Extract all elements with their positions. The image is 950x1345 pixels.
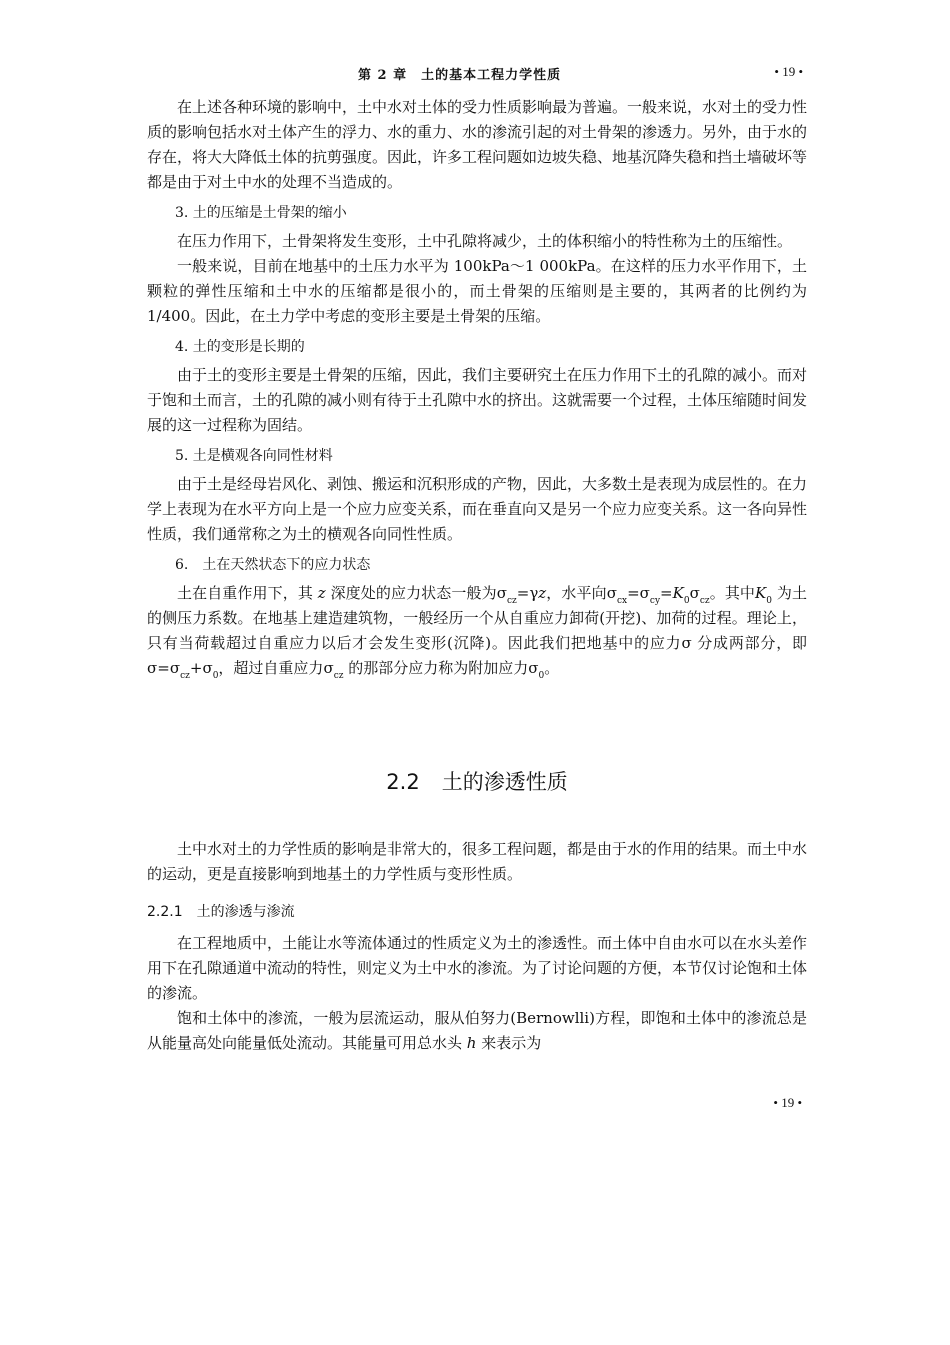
paragraph-bernoulli: 饱和土体中的渗流，一般为层流运动，服从伯努力(Bernowlli)方程，即饱和土体中的渗流总是从能量高处向能量低处流动。其能量可用总水头 h 来表示为 xyxy=(147,1009,807,1052)
paragraph: 土中水对土的力学性质的影响是非常大的，很多工程问题，都是由于水的作用的结果。而土中水的运动，更是直接影响到地基土的力学性质与变形性质。 xyxy=(147,840,808,883)
paragraph: 在压力作用下，土骨架将发生变形，土中孔隙将减少，土的体积缩小的特性称为土的压缩性。 xyxy=(177,232,793,250)
footer-page-number: • 19 • xyxy=(773,1095,802,1110)
section-number: 2.2 xyxy=(386,770,420,794)
subheading-6: 6. 土在天然状态下的应力状态 xyxy=(175,557,371,573)
subheading-5: 5. 土是横观各向同性材料 xyxy=(175,448,333,464)
paragraph-stress-state: 土在自重作用下，其 z 深度处的应力状态一般为$\sigma_{cz}=\gamma z$，水平向$\sigma_{cx}=\sigma_{cy}=K_0\sigma_{cz}$。其中$K_0$ 为土的侧压力系数。在地基上建造建筑物，一般经历一个从自重应力卸荷(开挖)、加荷的过程。理论上，只有当荷载超过自重应力以后才会发生变形(沉降)。因此我们把地基中的应力σ 分成两部分，即$\sigma=\sigma_{cz}+\sigma_0$，超过自重应力$\sigma_{cz}$ 的那部分应力称为附加应力$\sigma_0$。 xyxy=(147,584,807,681)
section-title xyxy=(147,768,807,796)
section-title-text: 土的渗透性质 xyxy=(441,770,568,794)
paragraph: 一般来说，目前在地基中的土压力水平为 100kPa～1 000kPa。在这样的压力水平作用下，土颗粒的弹性压缩和土中水的压缩都是很小的，而土骨架的压缩则是主要的，其两者的比例约为 1/400。因此，在土力学中考虑的变形主要是土骨架的压缩。 xyxy=(147,257,807,325)
body-block-2 xyxy=(147,837,807,1056)
paragraph: 在上述各种环境的影响中，土中水对土体的受力性质影响最为普遍。一般来说，水对土的受力性质的影响包括水对土体产生的浮力、水的重力、水的渗流引起的对土骨架的渗透力。另外，由于水的存在，将大大降低土体的抗剪强度。因此，许多工程问题如边坡失稳、地基沉降失稳和挡土墙破坏等都是由于对土中水的处理不当造成的。 xyxy=(147,98,808,191)
subsection-title: 土的渗透与渗流 xyxy=(196,904,295,920)
chapter-title: 第 2 章 土的基本工程力学性质 xyxy=(358,68,562,83)
subsection-number: 2.2.1 xyxy=(147,904,183,920)
running-head xyxy=(148,62,803,84)
paragraph: 在工程地质中，土能让水等流体通过的性质定义为土的渗透性。而土体中自由水可以在水头差作用下在孔隙通道中流动的特性，则定义为土中水的渗流。为了讨论问题的方便，本节仅讨论饱和土体的渗流。 xyxy=(147,934,808,1002)
header-page-number: • 19 • xyxy=(774,64,803,79)
body-block-1 xyxy=(147,95,807,681)
paragraph: 由于土的变形主要是土骨架的压缩，因此，我们主要研究土在压力作用下土的孔隙的减小。而对于饱和土而言，土的孔隙的减小则有待于土孔隙中水的挤出。这就需要一个过程，土体压缩随时间发展的这一过程称为固结。 xyxy=(147,366,808,434)
paragraph: 由于土是经母岩风化、剥蚀、搬运和沉积形成的产物，因此，大多数土是表现为成层性的。在力学上表现为在水平方向上是一个应力应变关系，而在垂直向又是另一个应力应变关系。这一各向异性性质，我们通常称之为土的横观各向同性性质。 xyxy=(147,475,808,543)
subheading-3: 3. 土的压缩是土骨架的缩小 xyxy=(175,205,347,221)
subsection-heading xyxy=(147,901,807,923)
subheading-4: 4. 土的变形是长期的 xyxy=(175,339,305,355)
